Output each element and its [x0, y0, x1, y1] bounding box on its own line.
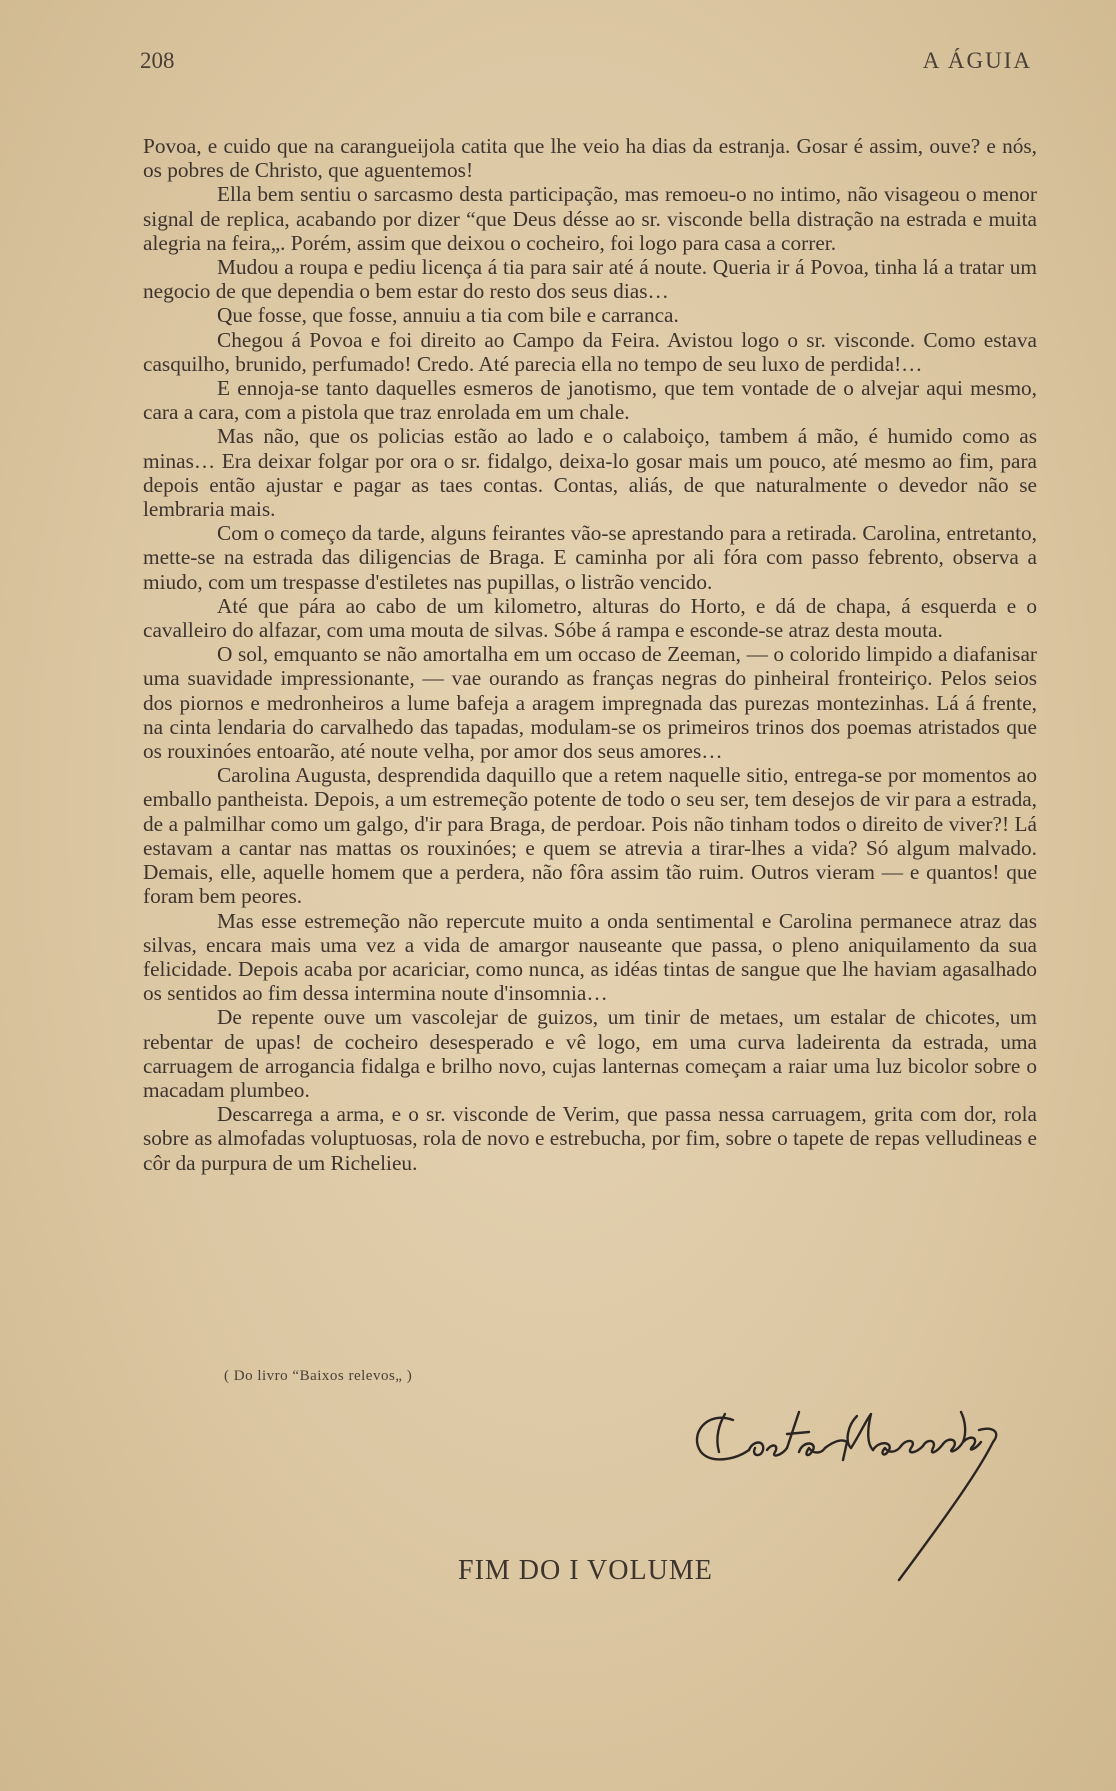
source-credit: ( Do livro “Baixos relevos„ ) [224, 1368, 413, 1384]
paragraph: Com o começo da tarde, alguns feirantes vão-se aprestando para a retirada. Carolina, entretanto, mette-se na estrada das diligencias de Braga. E caminha por ali fóra com passo febrento, observa a miudo, com um trespasse d'estiletes nas pupillas, o listrão vencido. [143, 521, 1037, 594]
paragraph: Que fosse, que fosse, annuiu a tia com bile e carranca. [217, 303, 679, 328]
paragraph: Até que pára ao cabo de um kilometro, alturas do Horto, e dá de chapa, á esquerda e o cavalleiro do alfazar, com uma mouta de silvas. Sóbe á rampa e esconde-se atraz desta mouta. [143, 593, 1037, 643]
paragraph: De repente ouve um vascolejar de guizos, um tinir de metaes, um estalar de chicotes, um rebentar de upas! de cocheiro desesperado e vê logo, em uma curva ladeirenta da estrada, uma carruagem de arrogancia fidalga e brilho novo, cujas lanternas começam a raiar uma luz bicolor sobre o macadam plumbeo. [143, 1005, 1037, 1102]
paragraph: Chegou á Povoa e foi direito ao Campo da Feira. Avistou logo o sr. visconde. Como estava casquilho, brunido, perfumado! Credo. Até parecia ella no tempo de seu luxo de perdida!… [143, 327, 1037, 376]
paragraph: Mudou a roupa e pediu licença á tia para sair até á noute. Queria ir á Povoa, tinha lá a tratar um negocio de que dependia o bem estar do resto dos seus dias… [143, 255, 1037, 304]
paragraph: Descarrega a arma, e o sr. visconde de Verim, que passa nessa carruagem, grita com dor, rola sobre as almofadas voluptuosas, rola de novo e estrebucha, por fim, sobre o tapete de repas velludineas e côr da purpura de um Richelieu. [143, 1102, 1037, 1175]
paragraph: Carolina Augusta, desprendida daquillo que a retem naquelle sitio, entrega-se por momentos ao emballo pantheista. Depois, a um estremeção potente de todo o seu ser, tem desejos de vir para a estrada, de a palmilhar como um galgo, d'ir para Braga, de perdoar. Pois não tinham todos o direito de viver?! Lá estavam a cantar nas mattas os rouxinóes; e quem se atrevia a tirar-lhes a vida? Só algum malvado. Demais, elle, aquelle homem que a perdera, não fôra assim tão ruim. Outros vieram — e quantos! que foram bem peores. [143, 763, 1037, 909]
paragraph: Ella bem sentiu o sarcasmo desta participação, mas remoeu-o no intimo, não visageou o menor signal de replica, acabando por dizer “que Deus désse ao sr. visconde bella distração na estrada e muita alegria na feira„. Porém, assim que deixou o cocheiro, foi logo para casa a correr. [143, 182, 1037, 255]
journal-title: A ÁGUIA [922, 48, 1032, 73]
page-number: 208 [140, 48, 175, 73]
paragraph: E ennoja-se tanto daquelles esmeros de janotismo, que tem vontade de o alvejar aqui mesmo, cara a cara, com a pistola que traz enrolada em um chale. [143, 376, 1037, 425]
paragraph: Mas não, que os policias estão ao lado e o calaboiço, tambem á mão, é humido como as minas… Era deixar folgar por ora o sr. fidalgo, deixa-lo gosar mais um pouco, até mesmo ao fim, para depois então ajustar e pagar as taes contas. Contas, aliás, de que naturalmente o devedor não se lembraria mais. [143, 424, 1037, 522]
closing-text: FIM DO I VOLUME [458, 1555, 713, 1586]
handwritten-signature [675, 1390, 1015, 1600]
paragraph: Povoa, e cuido que na carangueijola catita que lhe veio ha dias da estranja. Gosar é assim, ouve? e nós, os pobres de Christo, que aguentemos! [143, 134, 1037, 183]
paragraph: Mas esse estremeção não repercute muito a onda sentimental e Carolina permanece atraz das silvas, encara mais uma vez a vida de amargor nauseante que passa, o pleno aniquilamento da sua felicidade. Depois acaba por acariciar, como nunca, as idéas tintas de sangue que lhe haviam agasalhado os sentidos ao fim dessa intermina noute d'insomnia… [143, 908, 1037, 1006]
paragraph: O sol, emquanto se não amortalha em um occaso de Zeeman, — o colorido limpido a diafanisar uma suavidade impressionante, — vae ourando as franças negras do pinheiral fronteiriço. Pelos seios dos piornos e medronheiros a lume bafeja a aragem impregnada das purezas montezinhas. Lá á frente, na cinta lendaria do carvalhedo das tapadas, modulam-se os primeiros trinos dos poemas atristados que os rouxinóes entoarão, até noute velha, por amor dos seus amores… [143, 642, 1037, 764]
body-text [143, 134, 1037, 1175]
running-head [140, 48, 1032, 84]
